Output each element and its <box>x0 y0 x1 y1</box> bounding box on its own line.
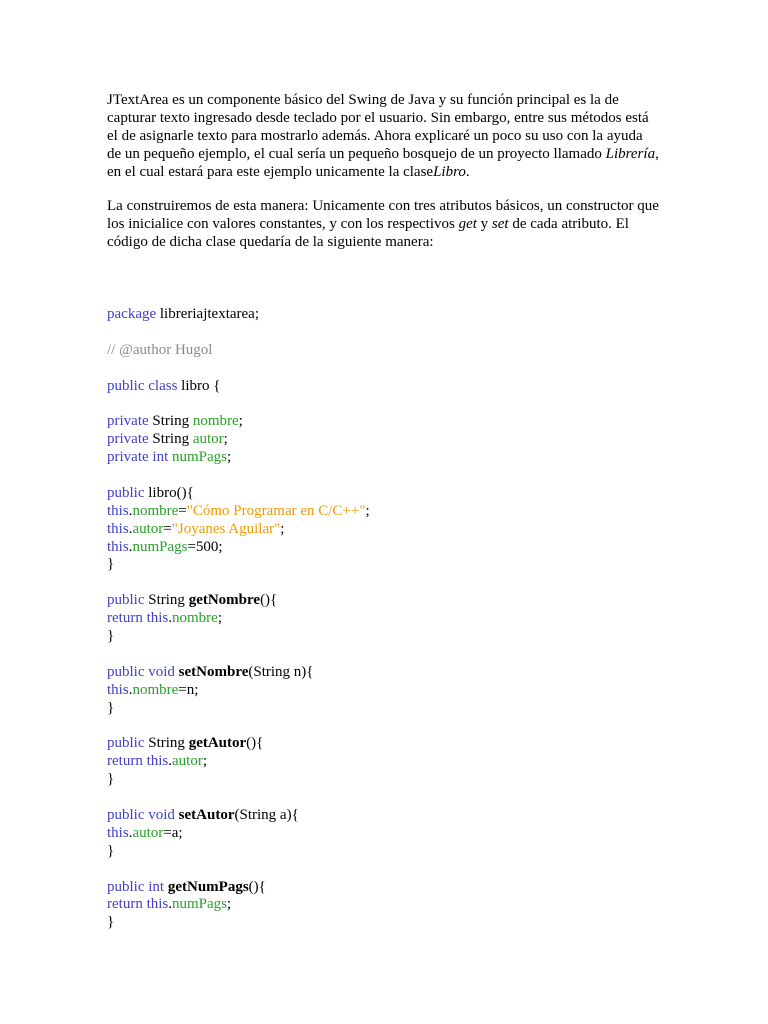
this-keyword: this <box>107 520 129 537</box>
intro-line-2: capturar texto ingresado desde teclado por el usuario. Sin embargo, entre sus métodos está <box>107 109 649 126</box>
this-keyword: this <box>107 538 129 555</box>
field-numpags: numPags <box>172 449 228 466</box>
code-set-autor <box>107 825 687 843</box>
intro-paragraph <box>107 92 667 182</box>
param-a: (String a){ <box>234 806 299 823</box>
empty-params: (){ <box>260 592 278 609</box>
code-return-numpags <box>107 896 687 914</box>
field-nombre: nombre <box>132 502 179 519</box>
semicolon: ; <box>217 610 223 627</box>
this-keyword: this <box>107 502 129 519</box>
empty-params: (){ <box>246 735 264 752</box>
this-keyword: this <box>142 610 169 627</box>
equals: = <box>178 502 187 519</box>
close-brace: } <box>107 556 115 573</box>
package-name: libreriajtextarea; <box>156 306 259 322</box>
intro-line-5: en el cual estará para este ejemplo unicamente la clase <box>107 163 434 180</box>
semicolon: ; <box>280 520 285 537</box>
semicolon: ; <box>365 502 370 519</box>
dot: . <box>128 538 133 555</box>
code-class-line <box>107 378 687 396</box>
void-keyword: void <box>144 663 175 680</box>
field-nombre: nombre <box>192 413 239 430</box>
field-nombre: nombre <box>132 681 179 698</box>
libreria-italic: Librería <box>605 145 656 162</box>
int-keyword: int <box>144 878 165 895</box>
code-field-nombre <box>107 413 687 431</box>
code-getnumpags-sig <box>107 879 687 897</box>
constructor-signature: libro(){ <box>144 484 194 501</box>
set-italic: set <box>491 215 509 232</box>
code-constructor-sig <box>107 485 687 503</box>
field-numpags: numPags <box>132 538 188 555</box>
semicolon: ; <box>202 753 208 770</box>
this-keyword: this <box>107 824 129 841</box>
return-keyword: return <box>107 896 143 913</box>
close-brace: } <box>107 842 115 859</box>
string-type: String <box>148 431 193 448</box>
code-assign-autor <box>107 521 687 539</box>
libro-italic: Libro <box>433 163 466 180</box>
string-nombre: "Cómo Programar en C/C++" <box>186 502 366 519</box>
dot: . <box>128 502 133 519</box>
private-keyword: private <box>107 413 149 430</box>
assign-a: =a; <box>163 824 183 841</box>
assign-n: =n; <box>178 681 199 698</box>
code-set-nombre <box>107 682 687 700</box>
intro-line-5-end: . <box>465 163 470 180</box>
this-keyword: this <box>142 896 169 913</box>
class-name: libro { <box>177 377 221 394</box>
desc-line-3: código de dicha clase quedaría de la siguiente manera: <box>107 233 434 250</box>
string-type: String <box>144 735 189 752</box>
code-setnombre-sig <box>107 664 687 682</box>
code-field-numpags <box>107 449 687 467</box>
numpags-value: =500; <box>187 538 223 555</box>
code-return-nombre <box>107 610 687 628</box>
void-keyword: void <box>144 806 175 823</box>
package-keyword: package <box>107 306 157 322</box>
code-setautor-sig <box>107 807 687 825</box>
desc-line-2-end: de cada atributo. El <box>508 215 629 232</box>
desc-line-2: los inicialice con valores constantes, y con los respectivos <box>107 215 459 232</box>
semicolon: ; <box>227 449 232 466</box>
semicolon: ; <box>223 431 228 448</box>
code-return-autor <box>107 753 687 771</box>
method-setnombre: setNombre <box>178 663 249 680</box>
close-brace: } <box>107 699 115 716</box>
this-keyword: this <box>142 753 169 770</box>
semicolon: ; <box>238 413 243 430</box>
semicolon: ; <box>227 896 232 913</box>
code-close-brace <box>107 771 687 789</box>
string-autor: "Joyanes Aguilar" <box>171 520 281 537</box>
public-keyword: public <box>107 663 145 680</box>
dot: . <box>168 610 173 627</box>
return-keyword: return <box>107 610 143 627</box>
close-brace: } <box>107 914 115 931</box>
empty-params: (){ <box>248 878 266 895</box>
equals: = <box>163 520 172 537</box>
dot: . <box>128 681 133 698</box>
public-keyword: public <box>107 806 145 823</box>
get-italic: get <box>458 215 477 232</box>
code-package-line <box>107 306 687 324</box>
code-assign-nombre <box>107 503 687 521</box>
param-n: (String n){ <box>248 663 314 680</box>
code-getautor-sig <box>107 735 687 753</box>
intro-line-3: el de asignarle texto para mostrarlo además. Ahora explicaré un poco su uso con la ayuda <box>107 127 643 144</box>
code-field-autor <box>107 431 687 449</box>
dot: . <box>128 520 133 537</box>
code-close-brace <box>107 843 687 861</box>
description-paragraph <box>107 198 667 252</box>
code-listing <box>107 306 687 932</box>
code-assign-numpags <box>107 539 687 557</box>
code-comment-line <box>107 342 687 360</box>
code-close-brace <box>107 700 687 718</box>
field-autor: autor <box>172 753 203 770</box>
method-setautor: setAutor <box>178 806 235 823</box>
desc-line-2-mid: y <box>476 215 492 232</box>
dot: . <box>168 896 173 913</box>
string-type: String <box>144 592 189 609</box>
field-autor: autor <box>132 520 164 537</box>
return-keyword: return <box>107 753 143 770</box>
intro-line-1: JTextArea es un componente básico del Swing de Java y su función principal es la de <box>107 92 619 108</box>
close-brace: } <box>107 628 115 645</box>
code-close-brace <box>107 628 687 646</box>
class-keyword: public class <box>107 377 178 394</box>
string-type: String <box>148 413 193 430</box>
method-getnombre: getNombre <box>188 592 261 609</box>
close-brace: } <box>107 771 115 788</box>
dot: . <box>168 753 173 770</box>
public-keyword: public <box>107 735 145 752</box>
private-keyword: private <box>107 449 149 466</box>
code-close-brace <box>107 556 687 574</box>
field-numpags: numPags <box>172 896 228 913</box>
method-getnumpags: getNumPags <box>167 878 249 895</box>
public-keyword: public <box>107 592 145 609</box>
field-autor: autor <box>192 431 224 448</box>
this-keyword: this <box>107 681 129 698</box>
private-keyword: private <box>107 431 149 448</box>
code-close-brace <box>107 914 687 932</box>
desc-line-1: La construiremos de esta manera: Unicamente con tres atributos básicos, un constructor que <box>107 198 659 214</box>
public-keyword: public <box>107 878 145 895</box>
field-nombre: nombre <box>172 610 218 627</box>
public-keyword: public <box>107 484 145 501</box>
intro-line-4: de un pequeño ejemplo, el cual sería un pequeño bosquejo de un proyecto llamado <box>107 145 606 162</box>
int-keyword: int <box>148 449 169 466</box>
method-getautor: getAutor <box>188 735 247 752</box>
field-autor: autor <box>132 824 164 841</box>
dot: . <box>128 824 133 841</box>
author-comment: // @author Hugol <box>107 341 213 358</box>
intro-line-4-end: , <box>655 145 659 162</box>
code-getnombre-sig <box>107 592 687 610</box>
